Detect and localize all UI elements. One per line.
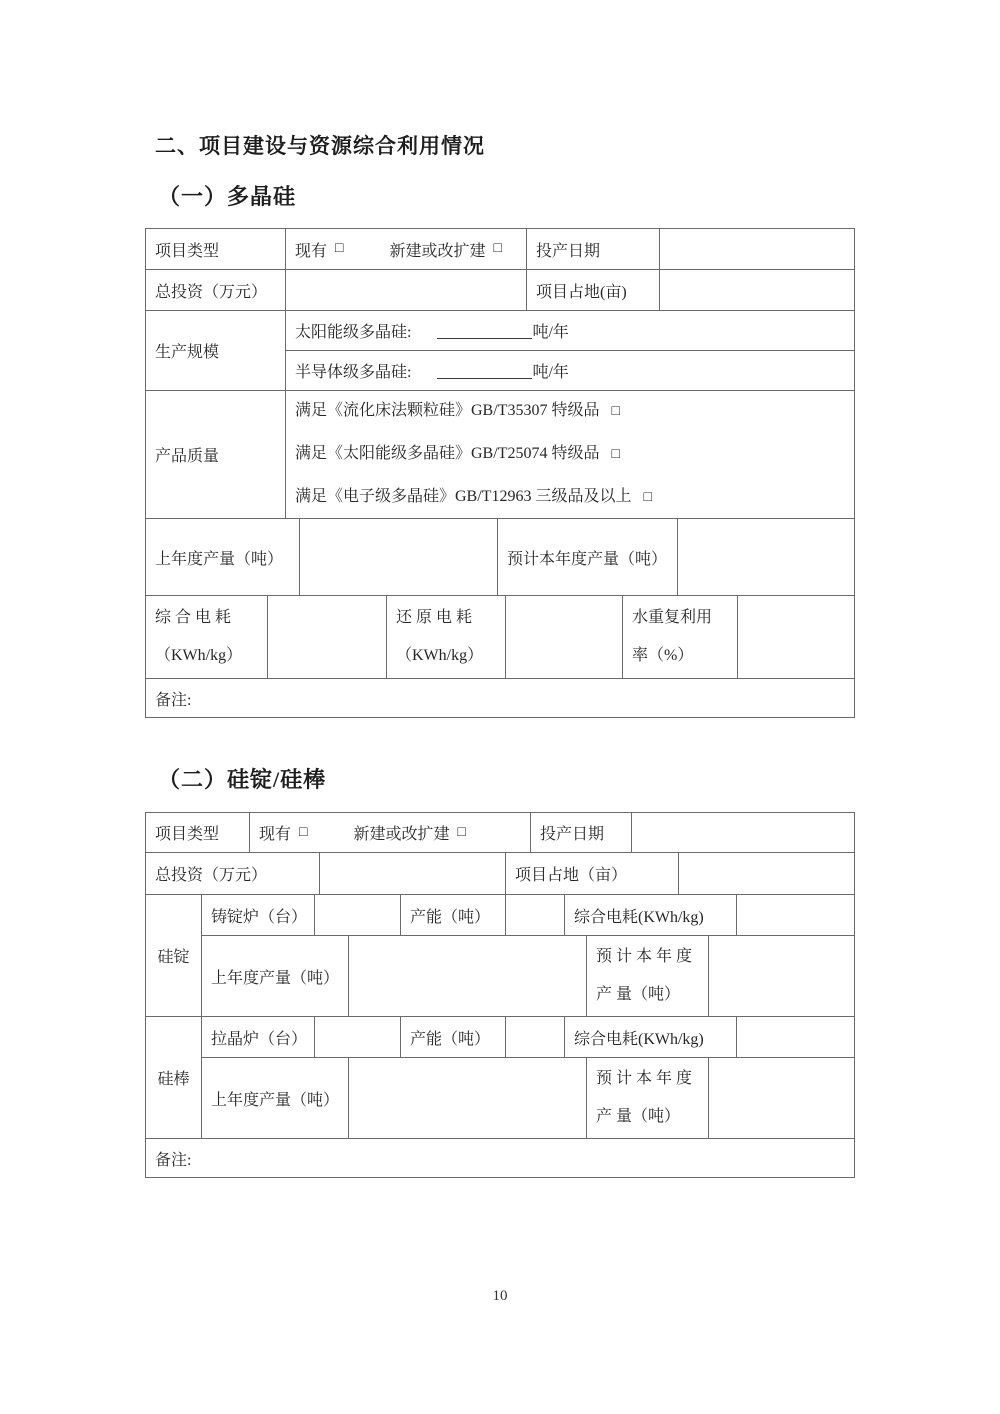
- expected-output-value-cell: [708, 936, 854, 1016]
- remark-row: [146, 1138, 854, 1177]
- pulling-furnace-row: [201, 1017, 854, 1057]
- casting-furnace-row: [201, 895, 854, 935]
- blank-underline: [437, 323, 532, 339]
- production-date-label: 投产日期: [530, 813, 631, 852]
- solar-grade-row: [285, 311, 854, 350]
- remark-label: 备注:: [155, 691, 192, 709]
- total-investment-value-cell: [285, 270, 526, 310]
- last-year-output-value-cell: [348, 1058, 586, 1138]
- solar-grade-label: 太阳能级多晶硅:: [295, 324, 412, 341]
- last-year-output-value-cell: [299, 519, 497, 595]
- total-investment-label: 总投资（万元）: [155, 867, 268, 884]
- expected-output-value-cell: [677, 519, 854, 595]
- solar-grade-cell: [285, 311, 854, 350]
- comprehensive-power-label: 综合电耗(KWh/kg): [564, 895, 736, 935]
- land-area-value-cell: [678, 853, 854, 894]
- expected-output-line2: 产 量（吨）: [596, 1108, 681, 1125]
- capacity-label: 产能（吨）: [400, 895, 505, 935]
- quality-item: [295, 391, 652, 433]
- table-row: [146, 852, 854, 894]
- rod-output-row: [201, 1057, 854, 1138]
- project-type-label: 项目类型: [155, 826, 220, 843]
- comprehensive-power-line2: （KWh/kg）: [155, 647, 243, 664]
- production-scale-group: [146, 310, 854, 390]
- land-area-value-cell: [659, 270, 854, 310]
- reduction-power-label: [386, 596, 505, 678]
- quality-checkbox-icon: □: [611, 404, 620, 419]
- water-reuse-line1: 水重复利用: [632, 609, 713, 626]
- expected-output-value-cell: [708, 1058, 854, 1138]
- reduction-power-line2: （KWh/kg）: [396, 647, 484, 664]
- existing-checkbox-icon: □: [299, 824, 308, 840]
- total-investment-value-cell: [319, 853, 505, 894]
- expected-output-label: [586, 1058, 708, 1138]
- production-date-value-cell: [659, 229, 854, 269]
- quality-checkbox-icon: □: [643, 490, 652, 505]
- comprehensive-power-label: [146, 596, 267, 678]
- expected-output-line2: 产 量（吨）: [596, 986, 681, 1003]
- quality-item-text: 满足《流化床法颗粒硅》GB/T35307 特级品: [295, 402, 600, 419]
- quality-item-text: 满足《太阳能级多晶硅》GB/T25074 特级品: [295, 445, 600, 462]
- land-area-label: 项目占地（亩）: [505, 853, 678, 894]
- page-heading: 二、项目建设与资源综合利用情况: [155, 135, 485, 158]
- land-area-label: 项目占地(亩): [526, 270, 659, 310]
- remark-row: [146, 678, 854, 717]
- per-year-unit: 吨/年: [532, 364, 569, 381]
- last-year-output-value-cell: [348, 936, 586, 1016]
- table-row: [146, 269, 854, 310]
- capacity-value-cell: [505, 1017, 564, 1057]
- new-build-checkbox-icon: □: [493, 241, 502, 256]
- existing-option-label: 现有: [259, 826, 292, 843]
- capacity-label: 产能（吨）: [400, 1017, 505, 1057]
- comprehensive-power-value-cell: [736, 1017, 854, 1057]
- casting-furnace-label: 铸锭炉（台）: [201, 895, 314, 935]
- water-reuse-value-cell: [737, 596, 854, 678]
- pulling-furnace-value-cell: [314, 1017, 400, 1057]
- silicon-rod-group: [146, 1016, 854, 1138]
- expected-output-label: [586, 936, 708, 1016]
- quality-item: [295, 476, 652, 518]
- production-date-value-cell: [631, 813, 854, 852]
- last-year-output-label: 上年度产量（吨）: [201, 936, 348, 1016]
- product-quality-row: [146, 390, 854, 518]
- new-build-option-label: 新建或改扩建: [389, 242, 486, 260]
- quality-item-text: 满足《电子级多晶硅》GB/T12963 三级品及以上: [295, 488, 632, 505]
- expected-output-label: 预计本年度产量（吨）: [497, 519, 677, 595]
- existing-option-label: 现有: [295, 242, 328, 260]
- semiconductor-grade-label: 半导体级多晶硅:: [295, 364, 412, 381]
- expected-output-line1: 预 计 本 年 度: [596, 1070, 693, 1087]
- ingot-rod-table: [145, 812, 855, 1178]
- capacity-value-cell: [505, 895, 564, 935]
- table-row: [146, 229, 854, 269]
- project-type-label: 项目类型: [155, 242, 220, 260]
- power-consumption-row: [146, 595, 854, 678]
- reduction-power-line1: 还 原 电 耗: [396, 609, 473, 626]
- casting-furnace-value-cell: [314, 895, 400, 935]
- total-investment-label: 总投资（万元）: [155, 283, 268, 301]
- product-quality-cell: [285, 391, 854, 518]
- production-date-label: 投产日期: [526, 229, 659, 269]
- new-build-checkbox-icon: □: [457, 824, 466, 840]
- comprehensive-power-value-cell: [267, 596, 386, 678]
- project-type-options-cell: [285, 229, 526, 269]
- table-row: [146, 813, 854, 852]
- comprehensive-power-label: 综合电耗(KWh/kg): [564, 1017, 736, 1057]
- section2-title: （二）硅锭/硅棒: [158, 767, 327, 792]
- blank-underline: [437, 363, 532, 379]
- silicon-rod-label: 硅棒: [157, 1071, 190, 1088]
- last-year-output-label: 上年度产量（吨）: [155, 550, 284, 568]
- quality-checkbox-icon: □: [611, 447, 620, 462]
- production-scale-label: 生产规模: [155, 344, 220, 361]
- project-type-options-cell: [249, 813, 530, 852]
- quality-item: [295, 433, 652, 476]
- new-build-option-label: 新建或改扩建: [353, 826, 450, 843]
- pulling-furnace-label: 拉晶炉（台）: [201, 1017, 314, 1057]
- expected-output-line1: 预 计 本 年 度: [596, 948, 693, 965]
- water-reuse-label: [622, 596, 737, 678]
- silicon-ingot-group: [146, 894, 854, 1016]
- polysilicon-table: [145, 228, 855, 718]
- comprehensive-power-value-cell: [736, 895, 854, 935]
- semiconductor-grade-cell: [285, 351, 854, 390]
- per-year-unit: 吨/年: [532, 324, 569, 341]
- remark-label: 备注:: [155, 1151, 192, 1169]
- silicon-ingot-label: 硅锭: [157, 949, 190, 966]
- comprehensive-power-line1: 综 合 电 耗: [155, 609, 232, 626]
- reduction-power-value-cell: [505, 596, 622, 678]
- water-reuse-line2: 率（%）: [632, 647, 694, 664]
- output-row: [146, 518, 854, 595]
- ingot-output-row: [201, 935, 854, 1016]
- existing-checkbox-icon: □: [335, 241, 344, 256]
- last-year-output-label: 上年度产量（吨）: [201, 1058, 348, 1138]
- page-number: 10: [492, 1288, 508, 1304]
- section1-title: （一）多晶硅: [158, 184, 297, 209]
- semiconductor-grade-row: [285, 350, 854, 390]
- product-quality-label: 产品质量: [155, 448, 220, 465]
